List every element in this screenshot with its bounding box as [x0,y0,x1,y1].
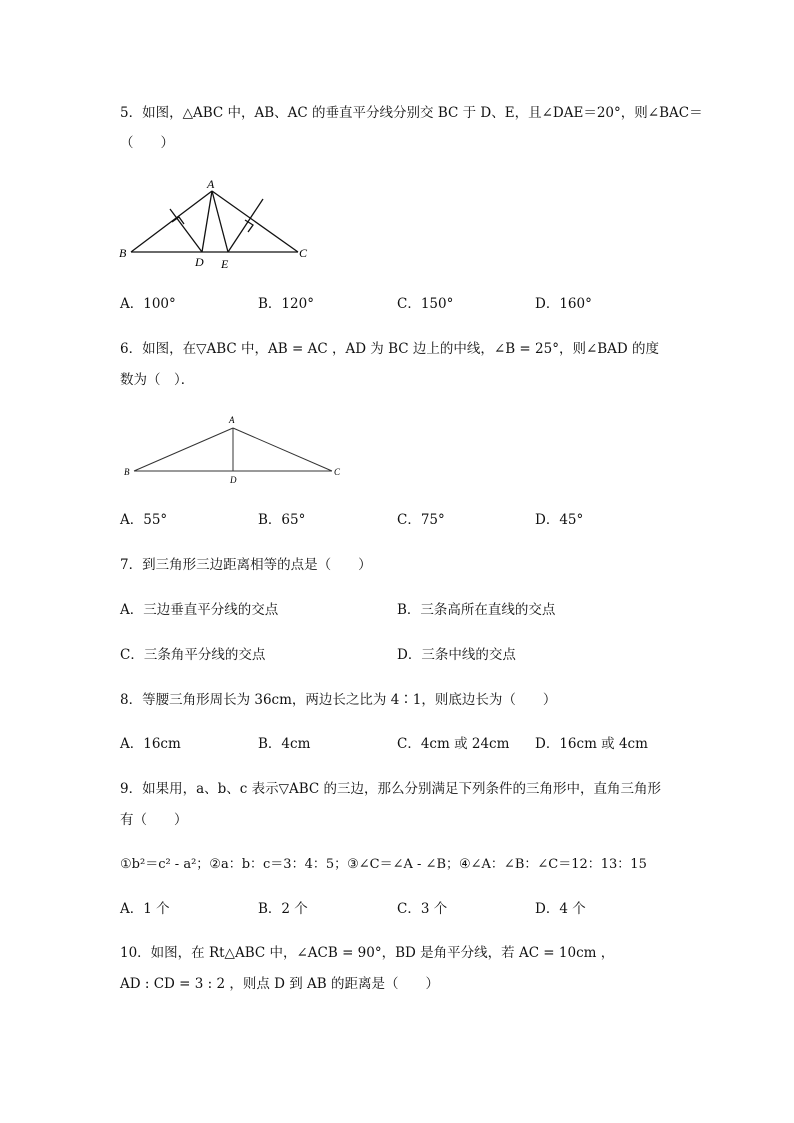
q5-label-e: E [221,257,229,271]
q5-option-c[interactable]: C．150° [397,296,454,312]
q8-option-d[interactable]: D．16cm 或 4cm [535,736,648,752]
q6-side-ab [134,428,233,471]
q7-option-c[interactable]: C．三条角平分线的交点 [120,647,266,663]
q6-label-b: B [124,467,130,477]
q6-option-c[interactable]: C．75° [397,512,445,528]
q5-option-a[interactable]: A．100° [120,296,176,312]
q5-perp-bisector-ac [228,199,263,252]
q5-segment-ad [202,191,212,252]
q6-side-ac [233,428,332,471]
q8-option-c[interactable]: C．4cm 或 24cm [397,736,510,752]
q6-label-a: A [229,415,235,425]
q6-stem-line1: 6．如图，在▽ABC 中，AB = AC ，AD 为 BC 边上的中线，∠B = 25°，则∠BAD 的度 [120,341,660,357]
q9-option-d[interactable]: D．4 个 [535,901,586,917]
q8-option-a[interactable]: A．16cm [120,736,181,752]
q5-label-a: A [207,177,215,191]
q9-option-b[interactable]: B．2 个 [258,901,308,917]
q5-stem-line1: 5．如图，△ABC 中，AB、AC 的垂直平分线分别交 BC 于 D、E，且∠DAE＝20°，则∠BAC＝ [120,105,703,121]
q5-label-d: D [195,255,204,269]
q9-option-a[interactable]: A．1 个 [120,901,170,917]
q7-stem: 7．到三角形三边距离相等的点是（ ） [120,557,372,573]
q7-option-b[interactable]: B．三条高所在直线的交点 [397,602,556,618]
q5-stem-line2: （ ） [120,135,174,151]
q5-figure [115,175,325,270]
q5-label-c: C [299,246,308,260]
q9-conditions: ①b²＝c² - a²；②a：b：c＝3：4：5；③∠C＝∠A - ∠B；④∠A：∠B：∠C＝12：13：15 [120,857,647,872]
q10-stem-line1: 10．如图，在 Rt△ABC 中，∠ACB = 90°，BD 是角平分线，若 AC = 10cm ， [120,945,615,961]
q6-stem-line2: 数为（ ）． [120,372,195,388]
q5-option-d[interactable]: D．160° [535,296,592,312]
q9-stem-line1: 9．如果用，a、b、c 表示▽ABC 的三边，那么分别满足下列条件的三角形中，直角三角形 [120,781,662,797]
q5-right-angle-mark-ac [245,220,253,232]
q5-side-ab [131,191,212,252]
q6-label-d: D [230,475,237,485]
q5-perp-bisector-ab [170,209,202,252]
q6-option-a[interactable]: A．55° [120,512,168,528]
q6-label-c: C [334,467,341,477]
q5-side-ac [212,191,298,252]
q7-option-a[interactable]: A．三边垂直平分线的交点 [120,602,279,618]
q8-stem: 8．等腰三角形周长为 36cm，两边长之比为 4∶1，则底边长为（ ） [120,692,557,708]
q9-option-c[interactable]: C．3 个 [397,901,448,917]
q5-label-b: B [119,246,127,260]
q6-option-d[interactable]: D．45° [535,512,584,528]
q7-option-d[interactable]: D．三条中线的交点 [397,647,516,663]
q8-option-b[interactable]: B．4cm [258,736,311,752]
q5-option-b[interactable]: B．120° [258,296,314,312]
q6-figure [120,412,350,487]
q10-stem-line2: AD : CD = 3 : 2 ，则点 D 到 AB 的距离是（ ） [120,976,440,992]
q9-stem-line2: 有（ ） [120,812,188,828]
q6-option-b[interactable]: B．65° [258,512,306,528]
